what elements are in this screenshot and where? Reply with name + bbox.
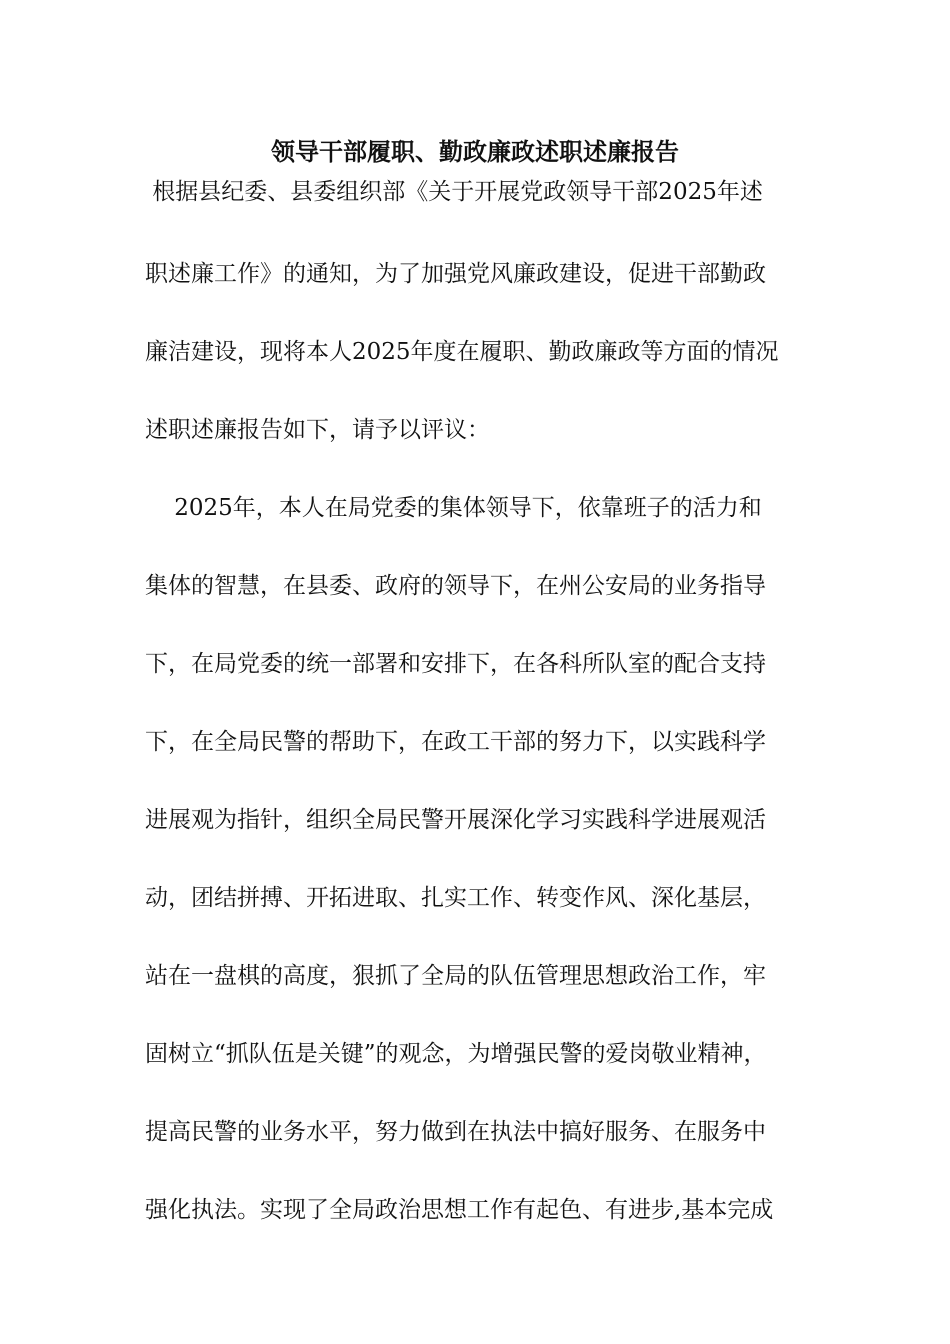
- paragraph-line: 强化执法。实现了全局政治思想工作有起色、有进步,基本完成: [145, 1197, 774, 1223]
- paragraph-line: 提高民警的业务水平，努力做到在执法中搞好服务、在服务中: [145, 1119, 766, 1145]
- paragraph-line: 集体的智慧，在县委、政府的领导下，在州公安局的业务指导: [145, 573, 766, 599]
- paragraph-line: 站在一盘棋的高度，狠抓了全局的队伍管理思想政治工作，牢: [145, 963, 766, 989]
- paragraph-line: 2025年，本人在局党委的集体领导下，依靠班子的活力和: [145, 495, 762, 521]
- paragraph-line: 下，在全局民警的帮助下，在政工干部的努力下，以实践科学: [145, 729, 766, 755]
- paragraph-line: 廉洁建设，现将本人2025年度在履职、勤政廉政等方面的情况: [145, 339, 779, 365]
- paragraph-line: 根据县纪委、县委组织部《关于开展党政领导干部2025年述: [145, 179, 763, 205]
- paragraph-line: 职述廉工作》的通知，为了加强党风廉政建设，促进干部勤政: [145, 261, 766, 287]
- paragraph-line: 下，在局党委的统一部署和安排下，在各科所队室的配合支持: [145, 651, 766, 677]
- paragraph-line: 动，团结拼搏、开拓进取、扎实工作、转变作风、深化基层，: [145, 885, 766, 911]
- paragraph-line: 固树立“抓队伍是关键”的观念，为增强民警的爱岗敬业精神，: [145, 1041, 767, 1067]
- document-title: 领导干部履职、勤政廉政述职述廉报告: [271, 137, 679, 166]
- paragraph-line: 进展观为指针，组织全局民警开展深化学习实践科学进展观活: [145, 807, 766, 833]
- paragraph-line: 述职述廉报告如下，请予以评议：: [145, 417, 490, 443]
